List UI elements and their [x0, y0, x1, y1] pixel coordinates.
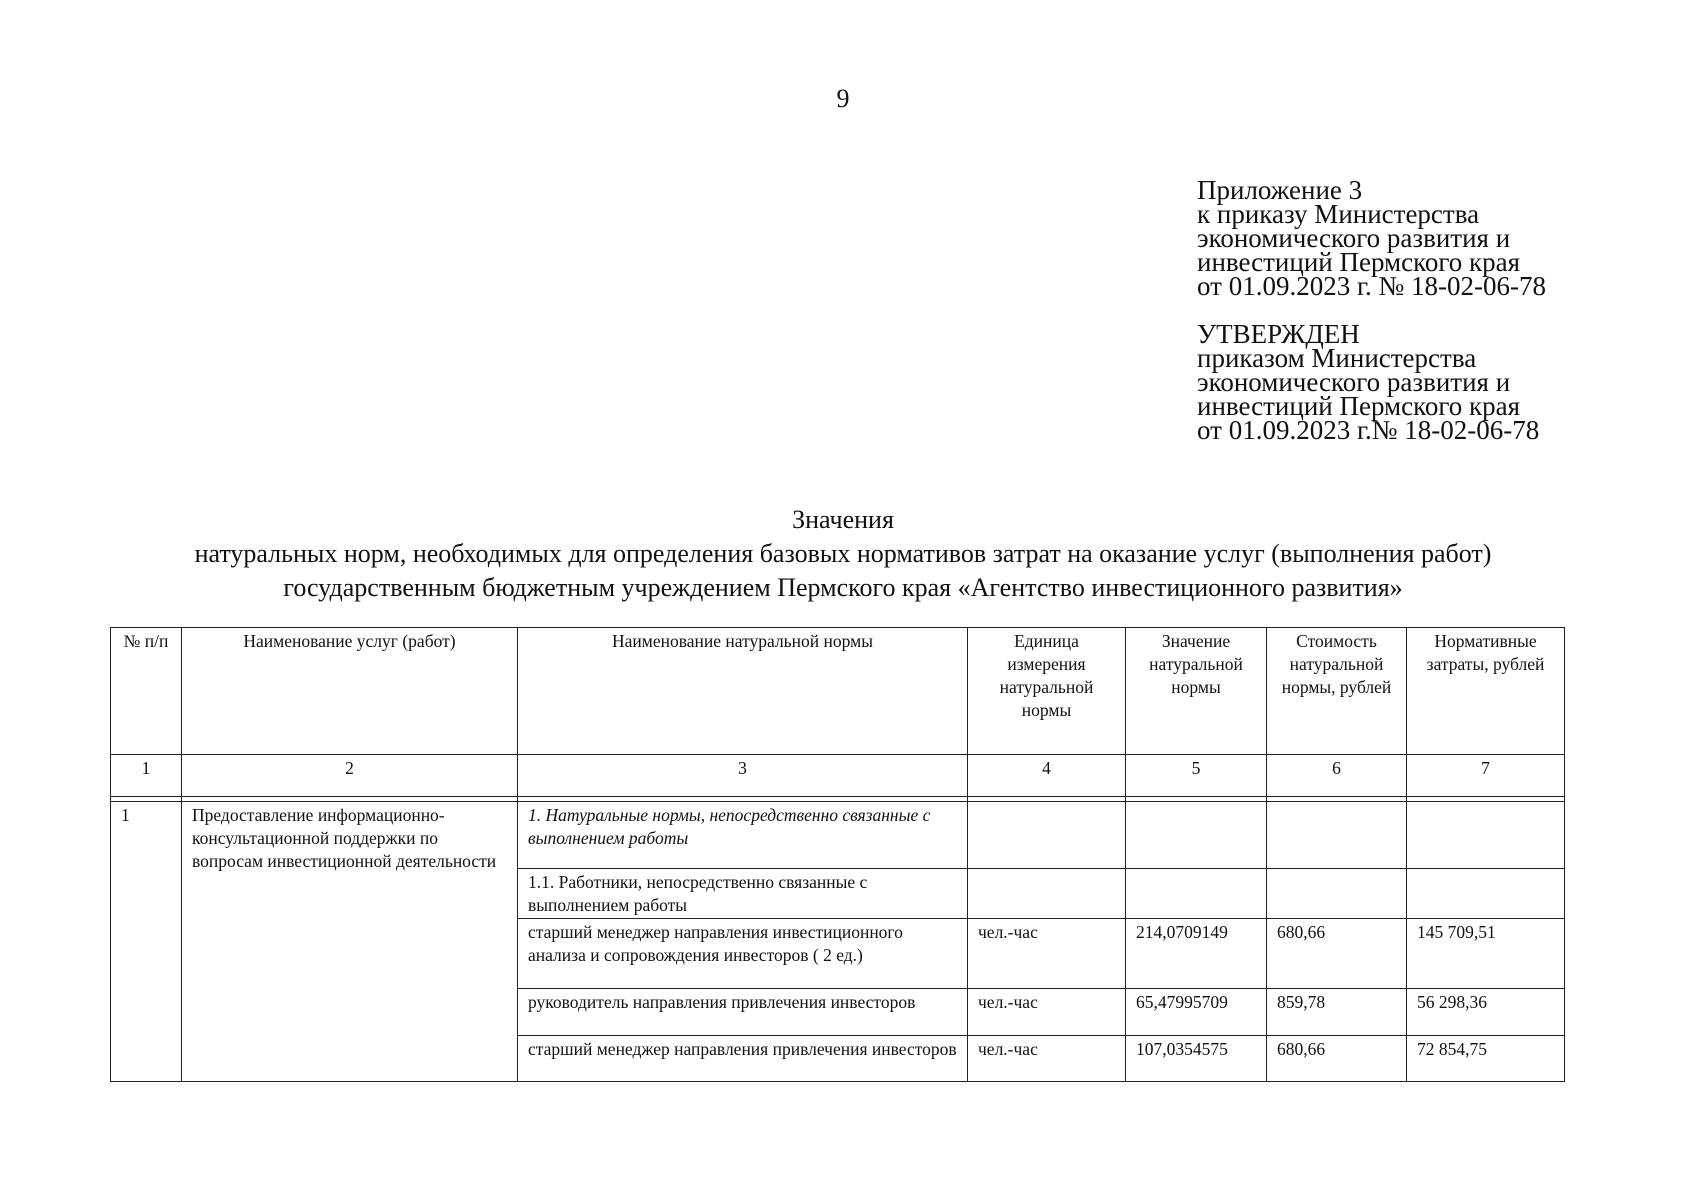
norm-cost: 680,66	[1267, 1036, 1407, 1082]
norm-total	[1407, 869, 1565, 919]
norm-cost	[1267, 869, 1407, 919]
approved-line: от 01.09.2023 г.№ 18-02-06-78	[1197, 415, 1540, 445]
norm-cost	[1267, 802, 1407, 869]
service-number: 1	[111, 802, 182, 1082]
norm-total: 56 298,36	[1407, 989, 1565, 1036]
document-title	[0, 503, 1686, 605]
approved-block	[1197, 319, 1540, 445]
norm-name: старший менеджер направления привлечения инвесторов	[518, 1036, 968, 1082]
appendix-line: экономического развития и	[1197, 223, 1511, 253]
norm-total	[1407, 802, 1565, 869]
column-number: 7	[1407, 755, 1565, 797]
norm-total: 145 709,51	[1407, 919, 1565, 989]
norm-name: 1.1. Работники, непосредственно связанные с выполнением работы	[518, 869, 968, 919]
table-header-row	[111, 628, 1565, 755]
norm-unit	[968, 802, 1126, 869]
appendix-line: к приказу Министерства	[1197, 199, 1480, 229]
header-cell: Наименование услуг (работ)	[182, 628, 518, 755]
norm-unit	[968, 869, 1126, 919]
norm-unit: чел.-час	[968, 1036, 1126, 1082]
column-number: 2	[182, 755, 518, 797]
header-cell: Стоимость натуральной нормы, рублей	[1267, 628, 1407, 755]
approved-line: инвестиций Пермского края	[1197, 391, 1521, 421]
header-cell: № п/п	[111, 628, 182, 755]
title-line-3: государственным бюджетным учреждением Пермского края «Агентство инвестиционного развития»	[283, 573, 1403, 602]
norm-total: 72 854,75	[1407, 1036, 1565, 1082]
approved-line: экономического развития и	[1197, 367, 1511, 397]
approved-line: УТВЕРЖДЕН	[1197, 319, 1360, 349]
norm-cost: 859,78	[1267, 989, 1407, 1036]
norms-table	[110, 627, 1565, 1082]
norm-cost: 680,66	[1267, 919, 1407, 989]
norm-value	[1126, 802, 1267, 869]
service-name: Предоставление информационно-консультационной поддержки по вопросам инвестиционной деятельности	[182, 802, 518, 1082]
norm-value: 107,0354575	[1126, 1036, 1267, 1082]
header-cell: Единица измерения натуральной нормы	[968, 628, 1126, 755]
column-number-row	[111, 755, 1565, 797]
appendix-line: Приложение 3	[1197, 175, 1363, 205]
appendix-block	[1197, 175, 1546, 301]
column-number: 4	[968, 755, 1126, 797]
header-cell: Нормативные затраты, рублей	[1407, 628, 1565, 755]
norm-name: 1. Натуральные нормы, непосредственно связанные с выполнением работы	[518, 802, 968, 869]
column-number: 1	[111, 755, 182, 797]
norm-name: руководитель направления привлечения инвесторов	[518, 989, 968, 1036]
column-number: 5	[1126, 755, 1267, 797]
header-cell: Наименование натуральной нормы	[518, 628, 968, 755]
appendix-line: инвестиций Пермского края	[1197, 247, 1521, 277]
column-number: 3	[518, 755, 968, 797]
norm-unit: чел.-час	[968, 989, 1126, 1036]
header-cell: Значение натуральной нормы	[1126, 628, 1267, 755]
approved-line: приказом Министерства	[1197, 343, 1477, 373]
norm-value: 65,47995709	[1126, 989, 1267, 1036]
table-row	[111, 802, 1565, 869]
page-number: 9	[836, 84, 850, 113]
title-line-2: натуральных норм, необходимых для определения базовых нормативов затрат на оказание услуг (выполнения работ)	[194, 539, 1492, 568]
norm-value: 214,0709149	[1126, 919, 1267, 989]
norm-unit: чел.-час	[968, 919, 1126, 989]
title-line-1: Значения	[792, 505, 894, 534]
appendix-line: от 01.09.2023 г. № 18-02-06-78	[1197, 271, 1546, 301]
norm-value	[1126, 869, 1267, 919]
norm-name: старший менеджер направления инвестиционного анализа и сопровождения инвесторов ( 2 ед.)	[518, 919, 968, 989]
column-number: 6	[1267, 755, 1407, 797]
